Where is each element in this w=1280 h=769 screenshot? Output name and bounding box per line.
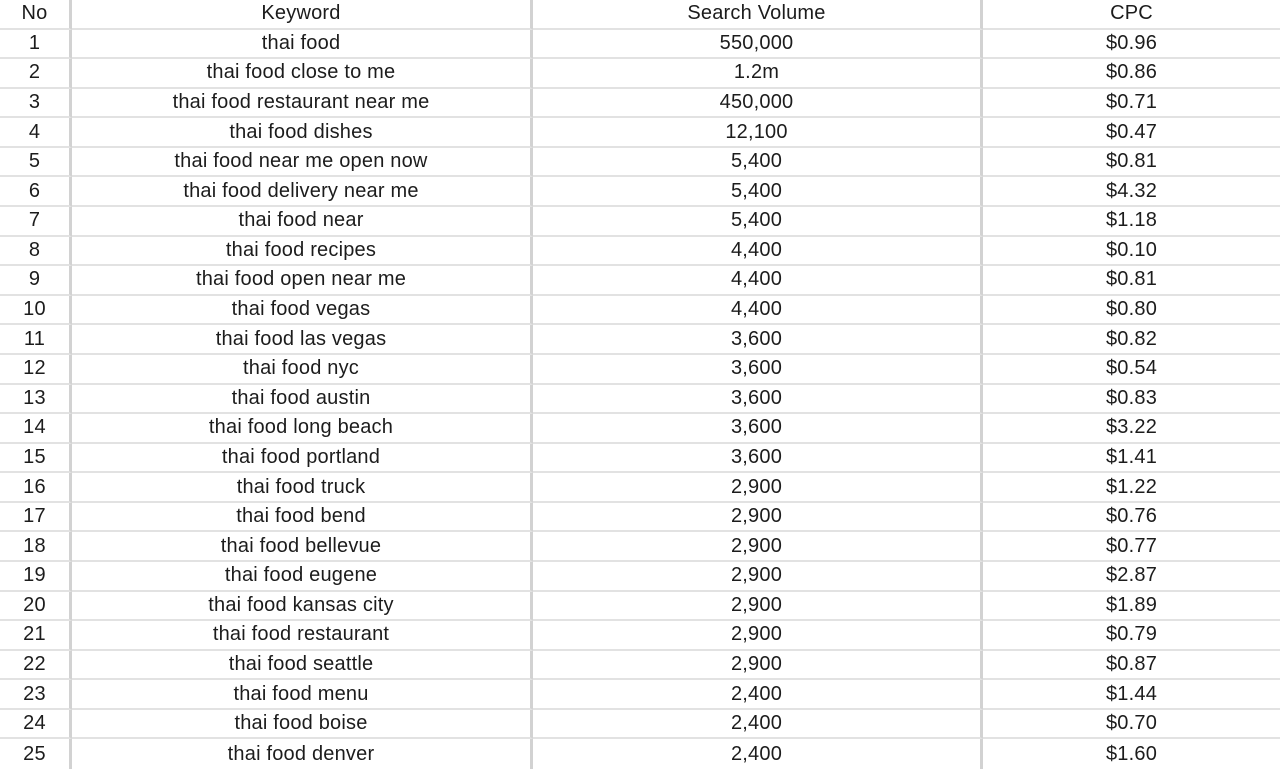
cell-search-volume[interactable]: 2,900	[533, 532, 983, 562]
cell-no[interactable]: 15	[0, 444, 72, 474]
cell-cpc[interactable]: $0.82	[983, 325, 1280, 355]
cell-no[interactable]: 18	[0, 532, 72, 562]
cell-no[interactable]: 22	[0, 651, 72, 681]
cell-keyword[interactable]: thai food	[72, 30, 533, 60]
cell-cpc[interactable]: $0.71	[983, 89, 1280, 119]
cell-search-volume[interactable]: 4,400	[533, 237, 983, 267]
cell-keyword[interactable]: thai food delivery near me	[72, 177, 533, 207]
cell-keyword[interactable]: thai food portland	[72, 444, 533, 474]
cell-search-volume[interactable]: 2,900	[533, 651, 983, 681]
cell-no[interactable]: 20	[0, 592, 72, 622]
cell-no[interactable]: 2	[0, 59, 72, 89]
cell-keyword[interactable]: thai food denver	[72, 739, 533, 769]
cell-cpc[interactable]: $0.76	[983, 503, 1280, 533]
cell-cpc[interactable]: $0.87	[983, 651, 1280, 681]
cell-keyword[interactable]: thai food recipes	[72, 237, 533, 267]
cell-search-volume[interactable]: 2,900	[533, 592, 983, 622]
cell-cpc[interactable]: $1.60	[983, 739, 1280, 769]
cell-no[interactable]: 11	[0, 325, 72, 355]
cell-no[interactable]: 6	[0, 177, 72, 207]
cell-cpc[interactable]: $4.32	[983, 177, 1280, 207]
cell-search-volume[interactable]: 2,900	[533, 621, 983, 651]
cell-search-volume[interactable]: 5,400	[533, 148, 983, 178]
cell-keyword[interactable]: thai food kansas city	[72, 592, 533, 622]
cell-keyword[interactable]: thai food long beach	[72, 414, 533, 444]
cell-search-volume[interactable]: 2,400	[533, 710, 983, 740]
cell-cpc[interactable]: $1.89	[983, 592, 1280, 622]
cell-no[interactable]: 1	[0, 30, 72, 60]
cell-keyword[interactable]: thai food las vegas	[72, 325, 533, 355]
cell-search-volume[interactable]: 2,400	[533, 739, 983, 769]
cell-keyword[interactable]: thai food nyc	[72, 355, 533, 385]
cell-cpc[interactable]: $0.77	[983, 532, 1280, 562]
cell-no[interactable]: 21	[0, 621, 72, 651]
cell-search-volume[interactable]: 5,400	[533, 207, 983, 237]
cell-cpc[interactable]: $1.41	[983, 444, 1280, 474]
cell-cpc[interactable]: $0.81	[983, 266, 1280, 296]
cell-search-volume[interactable]: 2,400	[533, 680, 983, 710]
cell-no[interactable]: 8	[0, 237, 72, 267]
cell-search-volume[interactable]: 5,400	[533, 177, 983, 207]
cell-search-volume[interactable]: 3,600	[533, 355, 983, 385]
cell-no[interactable]: 25	[0, 739, 72, 769]
cell-search-volume[interactable]: 450,000	[533, 89, 983, 119]
cell-cpc[interactable]: $0.83	[983, 385, 1280, 415]
cell-keyword[interactable]: thai food near me open now	[72, 148, 533, 178]
cell-no[interactable]: 19	[0, 562, 72, 592]
cell-search-volume[interactable]: 2,900	[533, 473, 983, 503]
cell-cpc[interactable]: $0.80	[983, 296, 1280, 326]
cell-keyword[interactable]: thai food truck	[72, 473, 533, 503]
cell-search-volume[interactable]: 550,000	[533, 30, 983, 60]
column-header-search-volume[interactable]: Search Volume	[533, 0, 983, 30]
cell-cpc[interactable]: $2.87	[983, 562, 1280, 592]
cell-search-volume[interactable]: 4,400	[533, 296, 983, 326]
column-header-cpc[interactable]: CPC	[983, 0, 1280, 30]
cell-no[interactable]: 14	[0, 414, 72, 444]
cell-cpc[interactable]: $0.47	[983, 118, 1280, 148]
cell-no[interactable]: 17	[0, 503, 72, 533]
cell-keyword[interactable]: thai food austin	[72, 385, 533, 415]
cell-keyword[interactable]: thai food menu	[72, 680, 533, 710]
cell-no[interactable]: 9	[0, 266, 72, 296]
cell-keyword[interactable]: thai food near	[72, 207, 533, 237]
cell-keyword[interactable]: thai food bellevue	[72, 532, 533, 562]
cell-cpc[interactable]: $0.81	[983, 148, 1280, 178]
cell-no[interactable]: 4	[0, 118, 72, 148]
cell-no[interactable]: 24	[0, 710, 72, 740]
cell-keyword[interactable]: thai food restaurant near me	[72, 89, 533, 119]
cell-search-volume[interactable]: 3,600	[533, 325, 983, 355]
cell-cpc[interactable]: $0.86	[983, 59, 1280, 89]
cell-no[interactable]: 10	[0, 296, 72, 326]
cell-cpc[interactable]: $0.79	[983, 621, 1280, 651]
cell-search-volume[interactable]: 4,400	[533, 266, 983, 296]
cell-no[interactable]: 7	[0, 207, 72, 237]
cell-keyword[interactable]: thai food seattle	[72, 651, 533, 681]
cell-search-volume[interactable]: 12,100	[533, 118, 983, 148]
cell-keyword[interactable]: thai food restaurant	[72, 621, 533, 651]
column-header-no[interactable]: No	[0, 0, 72, 30]
cell-search-volume[interactable]: 3,600	[533, 444, 983, 474]
cell-no[interactable]: 12	[0, 355, 72, 385]
cell-search-volume[interactable]: 3,600	[533, 385, 983, 415]
cell-keyword[interactable]: thai food dishes	[72, 118, 533, 148]
cell-cpc[interactable]: $0.70	[983, 710, 1280, 740]
cell-search-volume[interactable]: 3,600	[533, 414, 983, 444]
cell-cpc[interactable]: $1.44	[983, 680, 1280, 710]
cell-keyword[interactable]: thai food bend	[72, 503, 533, 533]
cell-cpc[interactable]: $0.96	[983, 30, 1280, 60]
cell-no[interactable]: 3	[0, 89, 72, 119]
cell-cpc[interactable]: $1.22	[983, 473, 1280, 503]
cell-no[interactable]: 16	[0, 473, 72, 503]
cell-cpc[interactable]: $1.18	[983, 207, 1280, 237]
cell-no[interactable]: 5	[0, 148, 72, 178]
cell-cpc[interactable]: $0.54	[983, 355, 1280, 385]
cell-cpc[interactable]: $3.22	[983, 414, 1280, 444]
column-header-keyword[interactable]: Keyword	[72, 0, 533, 30]
cell-no[interactable]: 23	[0, 680, 72, 710]
cell-search-volume[interactable]: 1.2m	[533, 59, 983, 89]
cell-keyword[interactable]: thai food open near me	[72, 266, 533, 296]
cell-keyword[interactable]: thai food eugene	[72, 562, 533, 592]
cell-cpc[interactable]: $0.10	[983, 237, 1280, 267]
cell-no[interactable]: 13	[0, 385, 72, 415]
cell-keyword[interactable]: thai food vegas	[72, 296, 533, 326]
cell-keyword[interactable]: thai food boise	[72, 710, 533, 740]
cell-search-volume[interactable]: 2,900	[533, 503, 983, 533]
cell-search-volume[interactable]: 2,900	[533, 562, 983, 592]
cell-keyword[interactable]: thai food close to me	[72, 59, 533, 89]
